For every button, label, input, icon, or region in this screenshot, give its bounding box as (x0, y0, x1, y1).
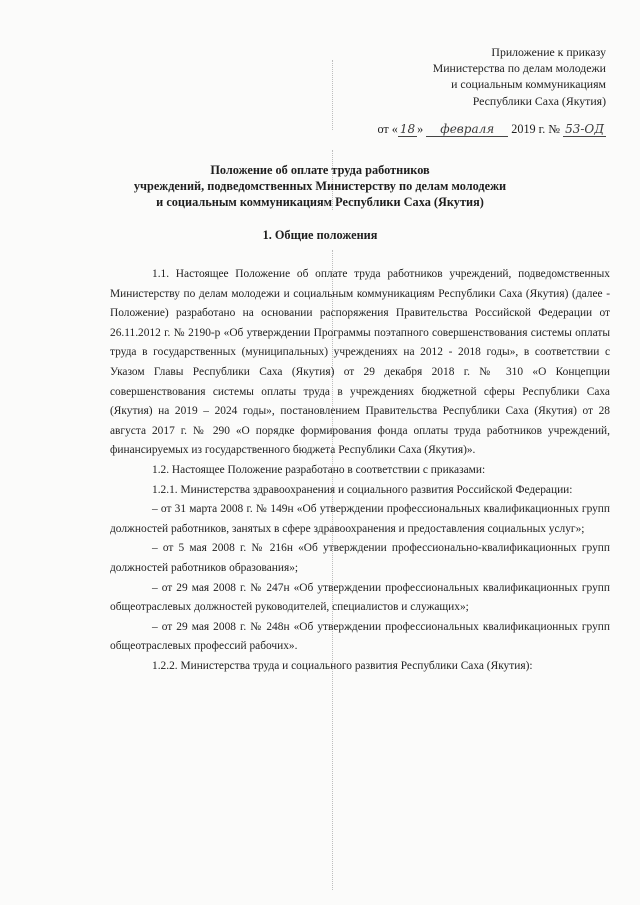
date-day: 18 (399, 122, 416, 136)
list-item: – от 5 мая 2008 г. № 216н «Об утверждении профессионально-квалификационных групп должностей работников образования»; (110, 542, 610, 574)
approval-line: Министерства по делам молодежи (432, 61, 606, 76)
title-line: Положение об оплате труда работников (210, 163, 430, 177)
paragraph-1-1: 1.1. Настоящее Положение об оплате труда работников учреждений, подведомственных Министерству по делам молодежи и социальным коммуникациям Республики Саха (Якутия) (далее - Положение) разработано на основании распоряжения Правительства Российской Федерации от 26.11.2012 г. № 2190-р «Об утверждении Программы поэтапного совершенствования системы оплаты труда в государственных (муниципальных) учреждениях на 2012 - 2018 годы», в соответствии с Указом Главы Республики Саха (Якутия) от 29 декабря 2018 г. № 310 «О Концепции совершенствования системы оплаты труда в учреждениях бюджетной сферы Республики Саха (Якутия) на 2019 – 2024 годы», постановлением Правительства Республики Саха (Якутия) от 28 августа 2017 г. № 290 «О порядке формирования фонда оплаты труда работников учреждений, финансируемых из государственного бюджета Республики Саха (Якутия)». (110, 268, 610, 457)
paragraph-1-2-2: 1.2.2. Министерства труда и социального развития Республики Саха (Якутия): (152, 659, 533, 672)
approval-line: Приложение к приказу (491, 45, 606, 59)
scan-artifact (332, 60, 333, 130)
list-item: – от 29 мая 2008 г. № 247н «Об утверждении профессиональных квалификационных групп общеотраслевых должностей руководителей, специалистов и служащих»; (110, 581, 610, 614)
document-body (110, 265, 610, 676)
list-item: – от 31 марта 2008 г. № 149н «Об утверждении профессиональных квалификационных групп должностей работников, занятых в сфере здравоохранения и предоставления социальных услуг»; (110, 503, 610, 535)
title-line: учреждений, подведомственных Министерству по делам молодежи (133, 179, 507, 194)
title-line: и социальным коммуникациям Республики Саха (Якутия) (156, 195, 484, 210)
date-mid: » (417, 122, 424, 136)
document-title (100, 162, 540, 211)
paragraph-1-2: 1.2. Настоящее Положение разработано в соответствии с приказами: (152, 463, 486, 476)
date-prefix: от « (377, 122, 398, 136)
section-heading: 1. Общие положения (262, 228, 378, 242)
paragraph-1-2-1: 1.2.1. Министерства здравоохранения и социального развития Российской Федерации: (152, 483, 573, 496)
order-date (377, 122, 606, 137)
approval-line: и социальным коммуникациям (451, 77, 606, 92)
order-number: 53-ОД (565, 122, 604, 136)
list-item: – от 29 мая 2008 г. № 248н «Об утверждении профессиональных квалификационных групп общеотраслевых профессий рабочих». (110, 620, 610, 653)
date-year: 2019 г. № (511, 122, 561, 136)
date-month: февраля (426, 122, 508, 137)
approval-line: Республики Саха (Якутия) (472, 93, 606, 108)
approval-stamp (433, 44, 606, 109)
